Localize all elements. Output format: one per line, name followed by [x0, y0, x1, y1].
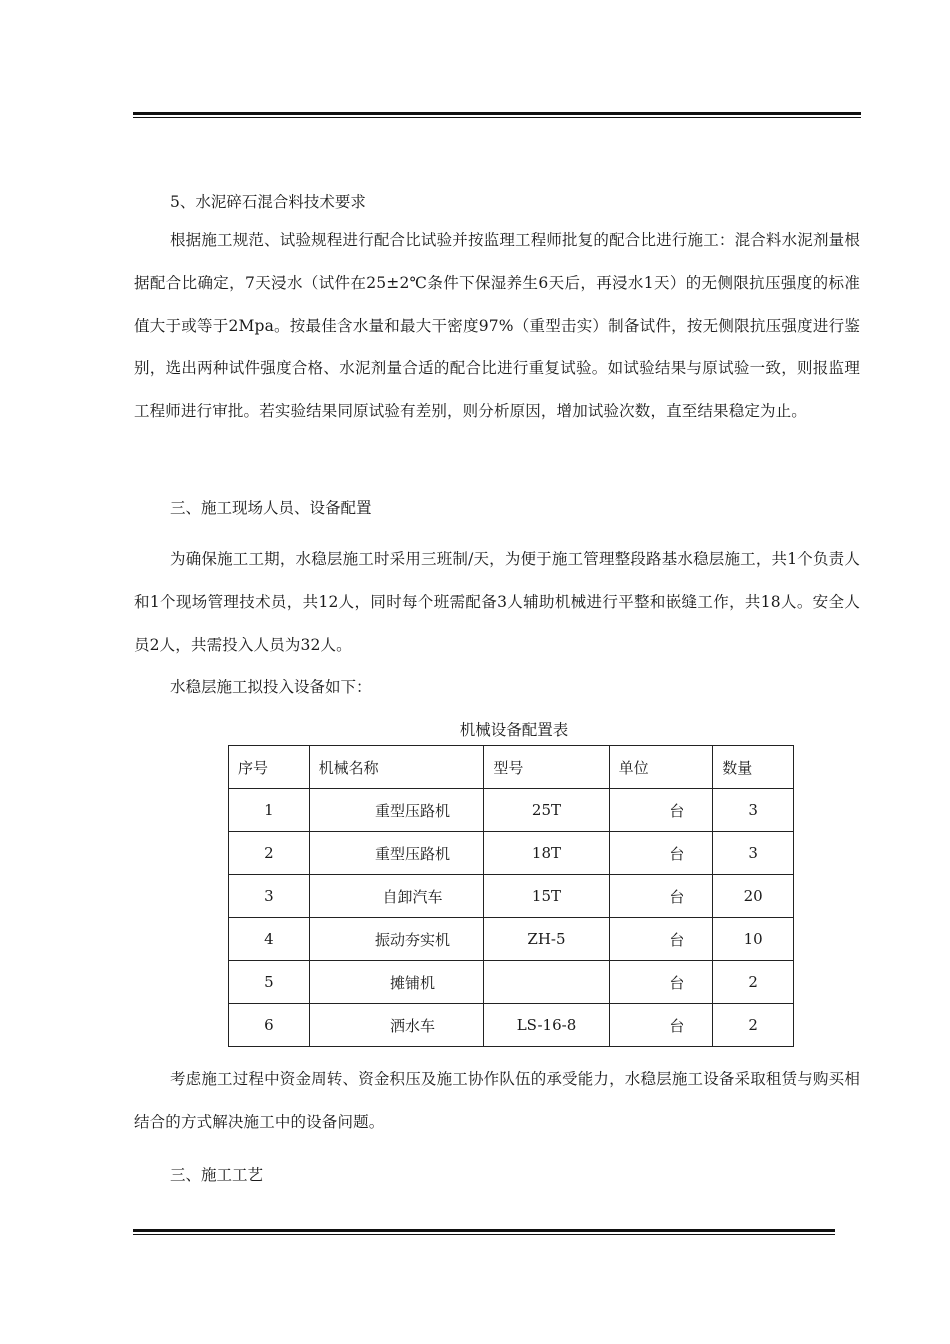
cell-name: 摊铺机: [309, 961, 484, 1004]
equipment-intro: 水稳层施工拟投入设备如下：: [170, 678, 372, 696]
section5-paragraph: 根据施工规范、试验规程进行配合比试验并按监理工程师批复的配合比进行施工：混合料水泥剂量根据配合比确定，7天浸水（试件在25±2℃条件下保湿养生6天后，再浸水1天）的无侧限抗压强度的标准值大于或等于2Mpa。按最佳含水量和最大干密度97%（重型击实）制备试件，按无侧限抗压强度进行鉴别，选出两种试件强度合格、水泥剂量合适的配合比进行重复试验。如试验结果与原试验一致，则报监理工程师进行审批。若实验结果同原试验有差别，则分析原因，增加试验次数，直至结果稳定为止。: [134, 231, 860, 421]
table-row: [229, 1004, 794, 1047]
cell-qty: 2: [713, 961, 794, 1004]
header-no: 序号: [229, 746, 310, 789]
section3-heading: 三、施工现场人员、设备配置: [170, 499, 372, 517]
table-row: [229, 875, 794, 918]
header-name: 机械名称: [309, 746, 484, 789]
cell-no: 4: [229, 918, 310, 961]
table-row: [229, 918, 794, 961]
cell-model: [484, 961, 609, 1004]
header-rule: [133, 112, 861, 118]
cell-model: LS-16-8: [484, 1004, 609, 1047]
cell-name: 重型压路机: [309, 789, 484, 832]
section5-heading: 5、水泥碎石混合料技术要求: [170, 193, 366, 211]
cell-name: 振动夯实机: [309, 918, 484, 961]
cell-qty: 3: [713, 832, 794, 875]
table-row: [229, 961, 794, 1004]
cell-no: 6: [229, 1004, 310, 1047]
table-caption: 机械设备配置表: [459, 721, 569, 739]
cell-unit: 台: [609, 961, 713, 1004]
cell-qty: 3: [713, 789, 794, 832]
staff-paragraph: 为确保施工工期，水稳层施工时采用三班制/天，为便于施工管理整段路基水稳层施工，共1个负责人和1个现场管理技术员，共12人，同时每个班需配备3人辅助机械进行平整和嵌缝工作，共18人。安全人员2人，共需投入人员为32人。: [134, 550, 860, 654]
cell-qty: 10: [713, 918, 794, 961]
cell-unit: 台: [609, 875, 713, 918]
cell-name: 重型压路机: [309, 832, 484, 875]
table-row: [229, 832, 794, 875]
cell-model: 18T: [484, 832, 609, 875]
table-row: [229, 789, 794, 832]
header-unit: 单位: [609, 746, 713, 789]
footer-rule: [133, 1229, 835, 1235]
cell-no: 1: [229, 789, 310, 832]
cell-unit: 台: [609, 918, 713, 961]
cell-unit: 台: [609, 1004, 713, 1047]
cell-name: 自卸汽车: [309, 875, 484, 918]
cell-no: 5: [229, 961, 310, 1004]
cell-model: ZH-5: [484, 918, 609, 961]
cell-no: 3: [229, 875, 310, 918]
process-heading: 三、施工工艺: [170, 1166, 264, 1184]
cell-name: 洒水车: [309, 1004, 484, 1047]
cell-model: 15T: [484, 875, 609, 918]
cell-qty: 2: [713, 1004, 794, 1047]
cell-unit: 台: [609, 789, 713, 832]
cell-qty: 20: [713, 875, 794, 918]
finance-paragraph: 考虑施工过程中资金周转、资金积压及施工协作队伍的承受能力，水稳层施工设备采取租赁与购买相结合的方式解决施工中的设备问题。: [134, 1070, 860, 1131]
header-qty: 数量: [713, 746, 794, 789]
table-header-row: [229, 746, 794, 789]
cell-model: 25T: [484, 789, 609, 832]
cell-no: 2: [229, 832, 310, 875]
header-model: 型号: [484, 746, 609, 789]
equipment-table: [228, 745, 794, 1047]
cell-unit: 台: [609, 832, 713, 875]
